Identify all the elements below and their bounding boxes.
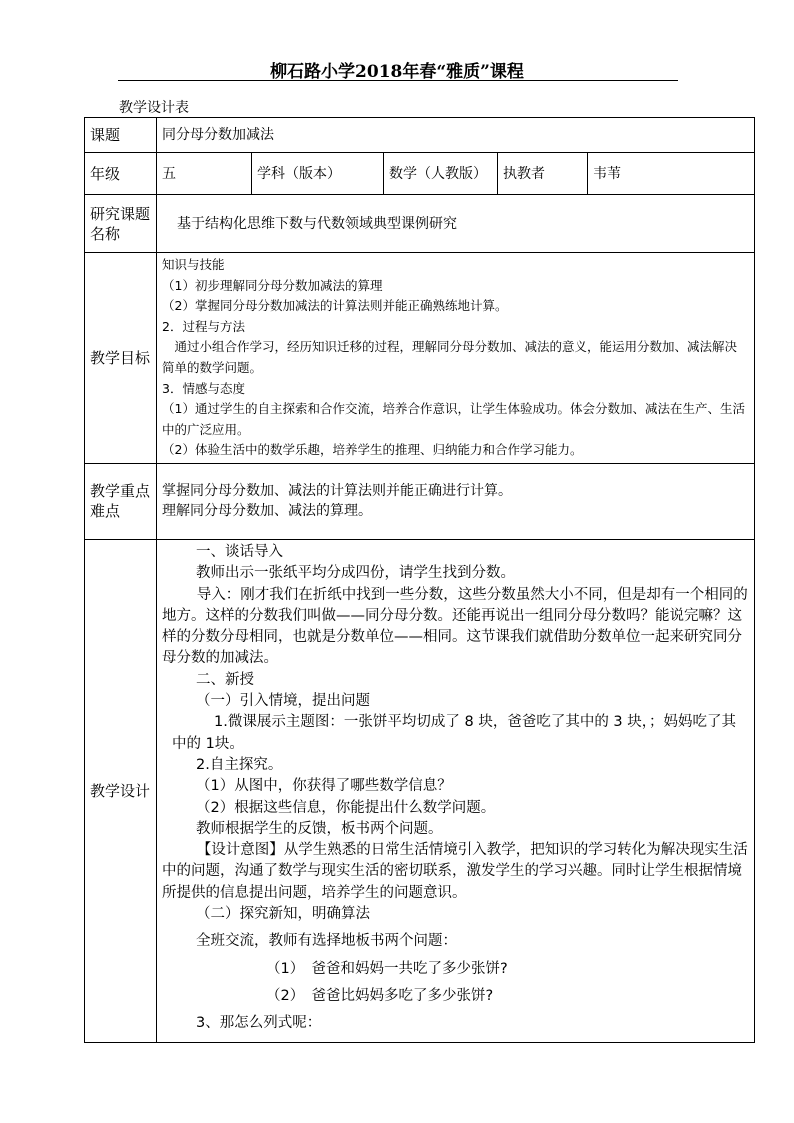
- objective-line: （2）体验生活中的数学乐趣，培养学生的推理、归纳能力和合作学习能力。: [162, 442, 583, 458]
- key-point-line: 理解同分母分数加、减法的算理。: [162, 503, 372, 520]
- objectives-content: [157, 253, 755, 464]
- objective-line: （2）掌握同分母分数加减法的计算法则并能正确熟练地计算。: [162, 298, 508, 314]
- research-topic-value: 基于结构化思维下数与代数领域典型课例研究: [157, 195, 755, 253]
- research-topic-label: 研究课题名称: [85, 195, 157, 253]
- design-paragraph: 全班交流，教师有选择地板书两个问题：: [196, 933, 457, 950]
- grade-value: 五: [157, 153, 252, 195]
- design-content: [157, 539, 755, 1043]
- design-intent: 【设计意图】从学生熟悉的日常生活情境引入教学，把知识的学习转化为解决现实生活中的问题，沟通了数学与现实生活的密切联系，激发学生的学习兴趣。同时让学生根据情境所提供的信息提出问题，培养学生的问题意识。: [162, 842, 748, 901]
- key-points-content: [157, 463, 755, 539]
- objectives-row: [85, 253, 755, 464]
- design-subheading: （二）探究新知，明确算法: [196, 905, 370, 922]
- design-question: （2） 爸爸比妈妈多吃了多少张饼?: [266, 987, 494, 1004]
- objective-line: 通过小组合作学习，经历知识迁移的过程，理解同分母分数加、减法的意义，能运用分数加、减法解决简单的数学问题。: [162, 339, 738, 375]
- objective-line: 知识与技能: [162, 257, 225, 272]
- design-heading: 二、新授: [196, 671, 254, 688]
- table-caption: 教学设计表: [119, 100, 189, 116]
- grade-subject-row: [85, 153, 755, 195]
- design-question: （2）根据这些信息，你能提出什么数学问题。: [196, 799, 496, 816]
- design-label: 教学设计: [85, 539, 157, 1043]
- objectives-label: 教学目标: [85, 253, 157, 464]
- key-points-row: [85, 463, 755, 539]
- lesson-plan-table: [84, 117, 755, 1043]
- key-point-line: 掌握同分母分数加、减法的计算法则并能正确进行计算。: [162, 483, 512, 500]
- subject-value: 数学（人教版）: [384, 153, 498, 195]
- teacher-label: 执教者: [498, 153, 588, 195]
- objective-line: 3．情感与态度: [162, 380, 245, 396]
- design-heading: 一、谈话导入: [196, 543, 283, 560]
- design-paragraph: 导入：刚才我们在折纸中找到一些分数，这些分数虽然大小不同，但是却有一个相同的地方。这样的分数我们叫做——同分母分数。还能再说出一组同分母分数吗？能说完嘛？这样的分数分母相同，也就是分数单位——相同。这节课我们就借助分数单位一起来研究同分母分数的加减法。: [162, 586, 748, 667]
- design-paragraph: 2.自主探究。: [196, 756, 283, 773]
- research-topic-row: [85, 195, 755, 253]
- topic-row: [85, 118, 755, 153]
- key-points-label: 教学重点难点: [85, 463, 157, 539]
- header-divider: [118, 80, 678, 81]
- teacher-value: 韦苇: [588, 153, 755, 195]
- topic-label: 课题: [85, 118, 157, 153]
- design-subheading: （一）引入情境，提出问题: [196, 693, 370, 710]
- design-row: [85, 539, 755, 1043]
- design-paragraph: 1.微课展示主题图：一张饼平均切成了 8 块，爸爸吃了其中的 3 块，；妈妈吃了其中的 1块。: [172, 714, 737, 752]
- objective-line: （1）通过学生的自主探索和合作交流，培养合作意识，让学生体验成功。体会分数加、减法在生产、生活中的广泛应用。: [162, 401, 745, 437]
- subject-label: 学科（版本）: [252, 153, 384, 195]
- design-paragraph: 教师出示一张纸平均分成四份，请学生找到分数。: [196, 565, 515, 582]
- objective-line: 2．过程与方法: [162, 318, 245, 334]
- topic-value: 同分母分数加减法: [157, 118, 755, 153]
- design-paragraph: 3、那怎么列式呢：: [196, 1015, 322, 1032]
- grade-label: 年级: [85, 153, 157, 195]
- objective-line: （1）初步理解同分母分数加减法的算理: [162, 277, 383, 293]
- design-question: （1） 爸爸和妈妈一共吃了多少张饼?: [266, 960, 508, 977]
- page-title: 柳石路小学2018年春“雅质”课程: [270, 62, 524, 82]
- design-question: （1）从图中，你获得了哪些数学信息？: [196, 778, 452, 795]
- design-paragraph: 教师根据学生的反馈，板书两个问题。: [196, 820, 443, 837]
